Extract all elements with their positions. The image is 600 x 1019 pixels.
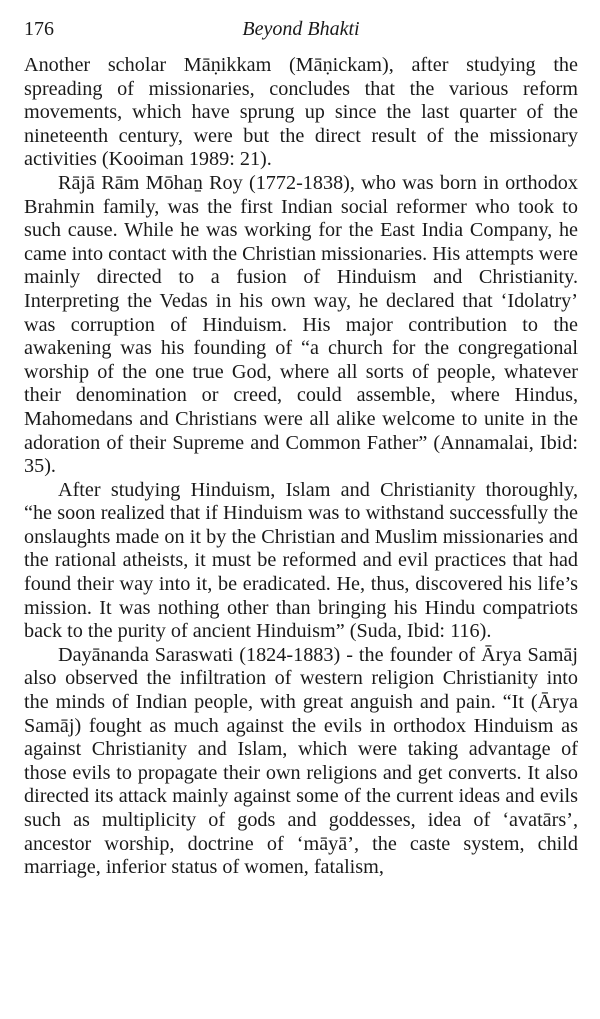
paragraph-manikkam: Another scholar Māṇikkam (Māṇickam), after studying the spreading of missionaries, concludes that the various reform movements, which have sprung up since the last quarter of the nineteenth century, were but the direct result of the missionary activities (Kooiman 1989: 21).: [24, 54, 578, 171]
book-page: [24, 10, 578, 880]
body-text: [24, 54, 578, 880]
paragraph-dayananda-saraswati: Dayānanda Saraswati (1824-1883) - the founder of Ārya Samāj also observed the infiltration of western religion Christianity into the minds of Indian people, with great anguish and pain. “It (Ārya Samāj) fought as much against the evils in orthodox Hinduism as against Christianity and Islam, which were taking advantage of those evils to propagate their own religions and get converts. It also directed its attack mainly against some of the current ideas and evils such as multiplicity of gods and goddesses, idea of ‘avatārs’, ancestor worship, doctrine of ‘māyā’, the caste system, child marriage, inferior status of women, fatalism,: [24, 643, 578, 879]
page-header: [24, 10, 578, 44]
paragraph-ram-mohan-roy: Rājā Rām Mōhaṉ Roy (1772-1838), who was born in orthodox Brahmin family, was the first Indian social reformer who took to such cause. While he was working for the East India Company, he came into contact with the Christian missionaries. His attempts were mainly directed to a fusion of Hinduism and Christianity. Interpreting the Vedas in his own way, he declared that ‘Idolatry’ was corruption of Hinduism. His major contribution to the awakening was his founding of “a church for the congregational worship of the one true God, where all sorts of people, whatever their denomination or creed, could assemble, where Hindus, Mahomedans and Christians were all alike welcome to unite in the adoration of their Supreme and Common Father” (Annamalai, Ibid: 35).: [24, 171, 578, 478]
paragraph-hinduism-reform: After studying Hinduism, Islam and Christianity thoroughly, “he soon realized that if Hinduism was to withstand successfully the onslaughts made on it by the Christian and Muslim missionaries and the rational atheists, it must be reformed and evil practices that had found their way into it, be eradicated. He, thus, discovered his life’s mission. It was nothing other than bringing his Hindu compatriots back to the purity of ancient Hinduism” (Suda, Ibid: 116).: [24, 478, 578, 643]
running-title: Beyond Bhakti: [242, 18, 360, 40]
page-number: 176: [24, 18, 54, 40]
